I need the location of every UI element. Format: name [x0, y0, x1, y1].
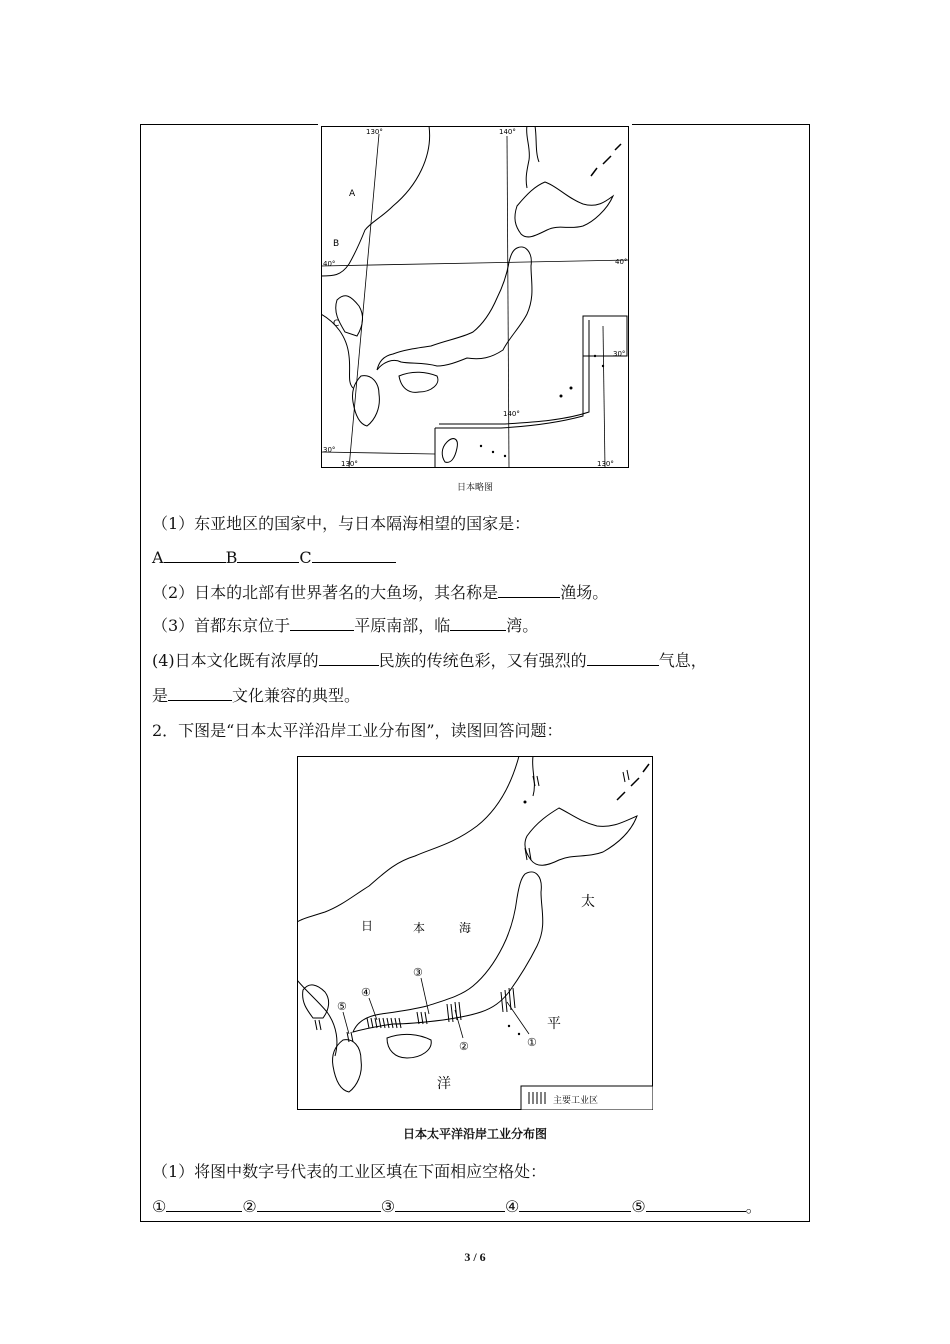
map1-label-130-bottom: 130° — [341, 460, 358, 468]
map1-label-a: A — [349, 189, 356, 199]
map1-label-130-inset: 130° — [597, 460, 614, 468]
q1-line5-text: (4)日本文化既有浓厚的 — [152, 651, 319, 670]
ocean-char-2: 平 — [547, 1016, 561, 1032]
answer-label-1: ① — [152, 1197, 167, 1216]
blank-5[interactable] — [646, 1197, 746, 1212]
marker-3: ③ — [413, 966, 423, 979]
map1-label-30-inset: 30° — [613, 350, 626, 358]
q1-line4 — [152, 616, 538, 636]
japan-industry-map — [297, 756, 653, 1110]
marker-5: ⑤ — [337, 1000, 347, 1013]
marker-1: ① — [527, 1036, 537, 1049]
blank-1[interactable] — [166, 1197, 242, 1212]
table-top-border-left — [140, 124, 318, 125]
map1-label-140-top: 140° — [499, 128, 516, 136]
q1-line6 — [152, 686, 360, 706]
q1-label-b: B — [225, 548, 238, 567]
map1-label-140-inset: 140° — [503, 410, 520, 418]
blank-c[interactable] — [312, 548, 396, 563]
page-number: 3 / 6 — [464, 1250, 486, 1264]
blank-nation[interactable] — [319, 651, 379, 666]
q1-line3-text: （2）日本的北部有世界著名的大鱼场，其名称是 — [152, 583, 499, 602]
q1-line6-end: 文化兼容的典型。 — [232, 686, 361, 705]
answer-label-3: ③ — [380, 1197, 396, 1216]
marker-2: ② — [459, 1040, 469, 1053]
q1-line3-end: 渔场。 — [560, 583, 609, 602]
answer-end: 。 — [745, 1197, 762, 1216]
blank-fishery[interactable] — [498, 583, 560, 598]
ocean-char-1: 太 — [581, 894, 595, 910]
q1-line6-text: 是 — [152, 686, 169, 705]
q1-line4-mid: 平原南部，临 — [354, 616, 451, 635]
blank-4[interactable] — [519, 1197, 631, 1212]
answer-label-4: ④ — [505, 1197, 520, 1216]
blank-2[interactable] — [257, 1197, 381, 1212]
q1-label-c: C — [299, 548, 312, 567]
blank-bay[interactable] — [450, 616, 506, 631]
q2-intro: 2．下图是“日本太平洋沿岸工业分布图”，读图回答问题： — [152, 721, 563, 740]
q1-label-a: A — [152, 548, 164, 567]
legend-label: 主要工业区 — [553, 1096, 599, 1106]
map1-caption: 日本略图 — [456, 483, 493, 493]
map1-label-40-left: 40° — [323, 260, 336, 268]
q1-line5-mid: 民族的传统色彩，又有强烈的 — [378, 651, 587, 670]
blank-a[interactable] — [164, 548, 226, 563]
blank-b[interactable] — [237, 548, 299, 563]
sea-char-3: 海 — [459, 921, 472, 935]
sea-char-1: 日 — [361, 919, 374, 933]
blank-compatible[interactable] — [168, 686, 232, 701]
map1-label-40-right: 40° — [615, 258, 628, 266]
q2-task: （1）将图中数字号代表的工业区填在下面相应空格处： — [152, 1162, 547, 1181]
q1-line5-end: 气息， — [658, 651, 707, 670]
q2-answer-line — [152, 1197, 762, 1217]
q1-line1: （1）东亚地区的国家中，与日本隔海相望的国家是： — [152, 514, 531, 533]
q1-line3 — [152, 583, 608, 603]
q1-line5 — [152, 651, 707, 671]
map1-label-c: C — [333, 319, 340, 329]
q1-line4-text: （3）首都东京位于 — [152, 616, 291, 635]
map2-caption: 日本太平洋沿岸工业分布图 — [402, 1127, 547, 1141]
q1-line4-end: 湾。 — [506, 616, 539, 635]
sea-char-2: 本 — [413, 921, 426, 935]
table-top-border-right — [632, 124, 809, 125]
blank-3[interactable] — [395, 1197, 505, 1212]
map1-label-30-left: 30° — [323, 446, 336, 454]
map1-label-130-top: 130° — [366, 128, 383, 136]
japan-sketch-map — [321, 126, 629, 468]
blank-plain[interactable] — [290, 616, 354, 631]
q1-line2 — [152, 548, 396, 568]
ocean-char-3: 洋 — [437, 1076, 451, 1092]
marker-4: ④ — [361, 986, 371, 999]
answer-label-2: ② — [242, 1197, 257, 1216]
answer-label-5: ⑤ — [631, 1197, 646, 1216]
map1-label-b: B — [333, 239, 340, 249]
blank-culture[interactable] — [587, 651, 659, 666]
